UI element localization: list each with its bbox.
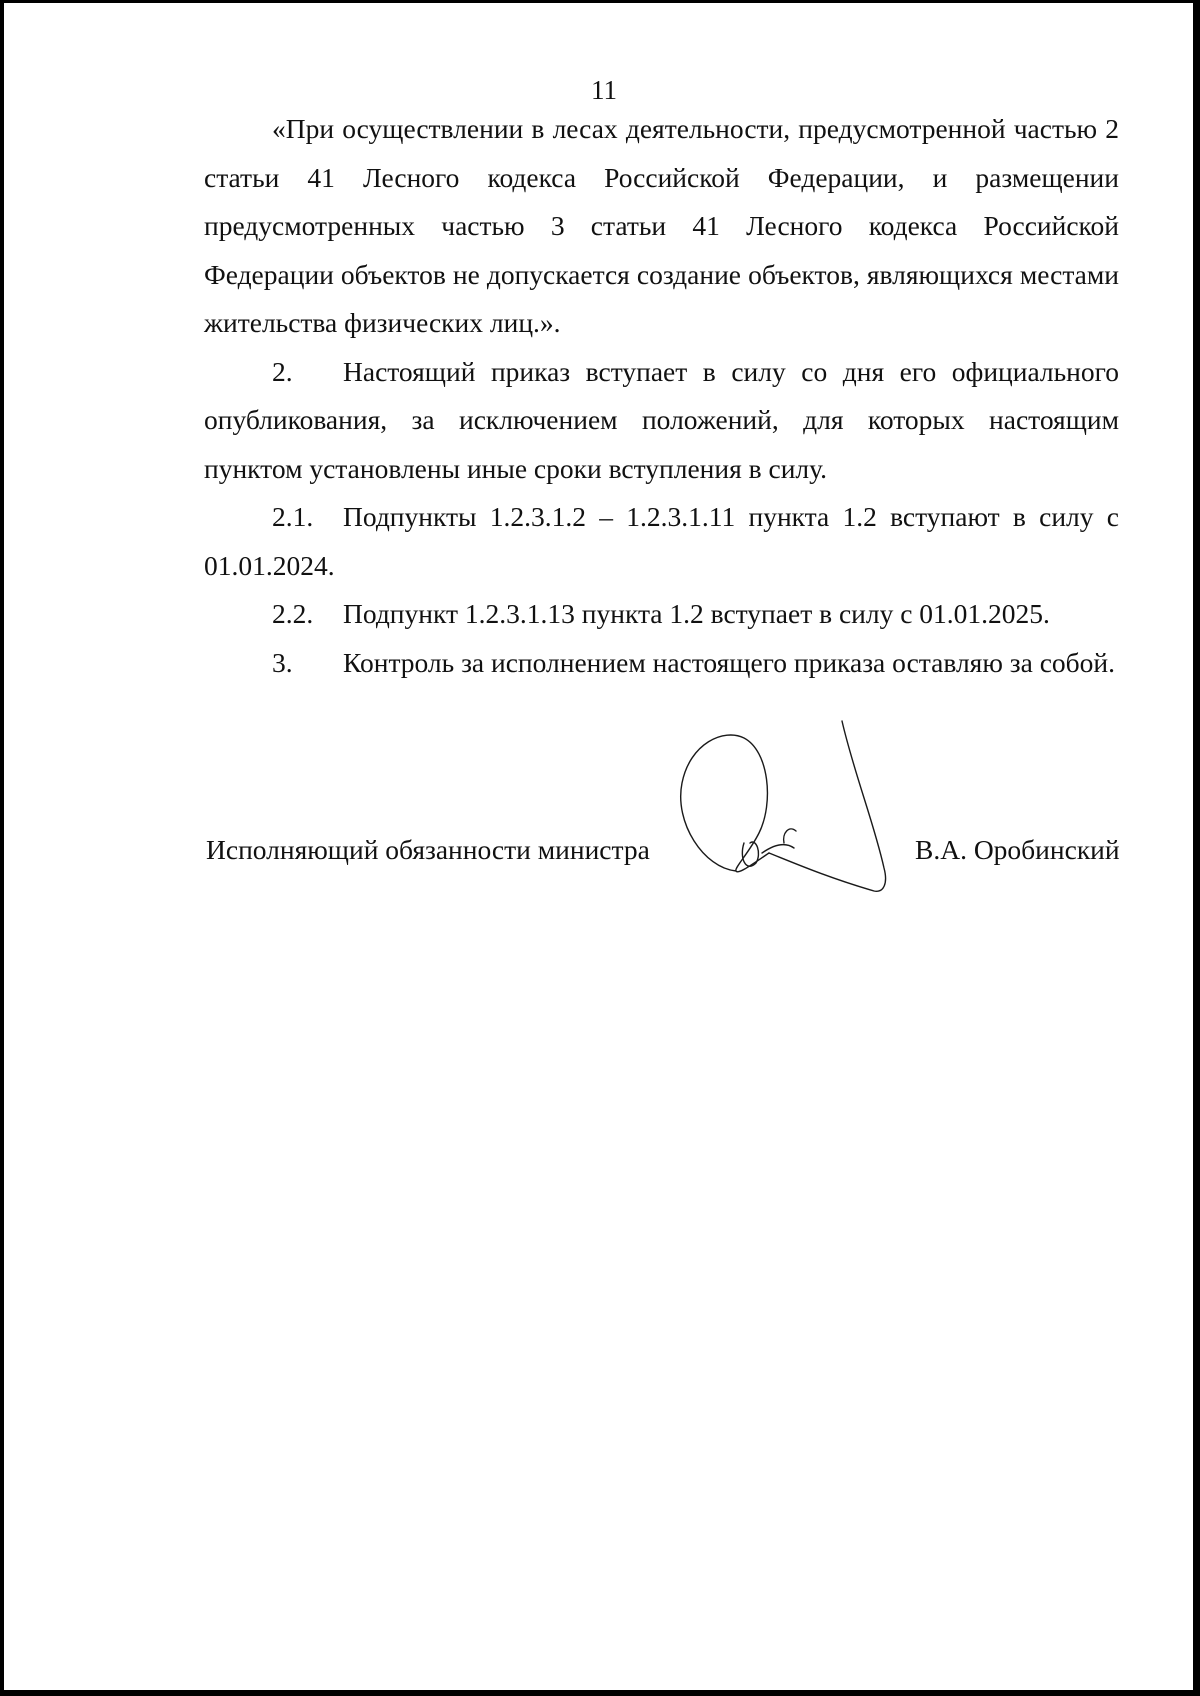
page-number: 11 [591, 75, 617, 105]
clause-3 [204, 639, 1119, 688]
clause-number: 2. [272, 355, 293, 387]
quoted-paragraph: «При осуществлении в лесах деятельности, предусмотренной частью 2 статьи 41 Лесного кодекса Российской Федерации, и размещении предусмотренных частью 3 статьи 41 Лесного кодекса Российской Федерации объектов не допускается создание объектов, являющихся местами жительства физических лиц.». [204, 113, 1119, 338]
clause-number: 3. [272, 646, 293, 678]
clause-2-2 [204, 590, 1119, 639]
signatory-title: Исполняющий обязанности министра [206, 834, 650, 865]
clause-2-1 [204, 493, 1119, 590]
signature-block [4, 703, 1200, 943]
clause-2 [204, 348, 1119, 494]
clause-text: Подпункт 1.2.3.1.13 пункта 1.2 вступает в силу с 01.01.2025. [343, 598, 1050, 629]
clause-text: Контроль за исполнением настоящего приказа оставляю за собой. [343, 646, 1115, 678]
signatory-name: В.А. Оробинский [915, 834, 1120, 865]
handwritten-signature-icon [664, 703, 924, 943]
document-body [204, 105, 1119, 687]
clause-number: 2.2. [272, 598, 314, 629]
clause-number: 2.1. [272, 501, 314, 532]
clause-text: Настоящий приказ вступает в силу со дня его официального опубликования, за исключением положений, для которых настоящим пунктом установлены иные сроки вступления в силу. [204, 355, 1119, 484]
clause-text: Подпункты 1.2.3.1.2 – 1.2.3.1.11 пункта 1.2 вступают в силу с 01.01.2024. [204, 501, 1119, 581]
